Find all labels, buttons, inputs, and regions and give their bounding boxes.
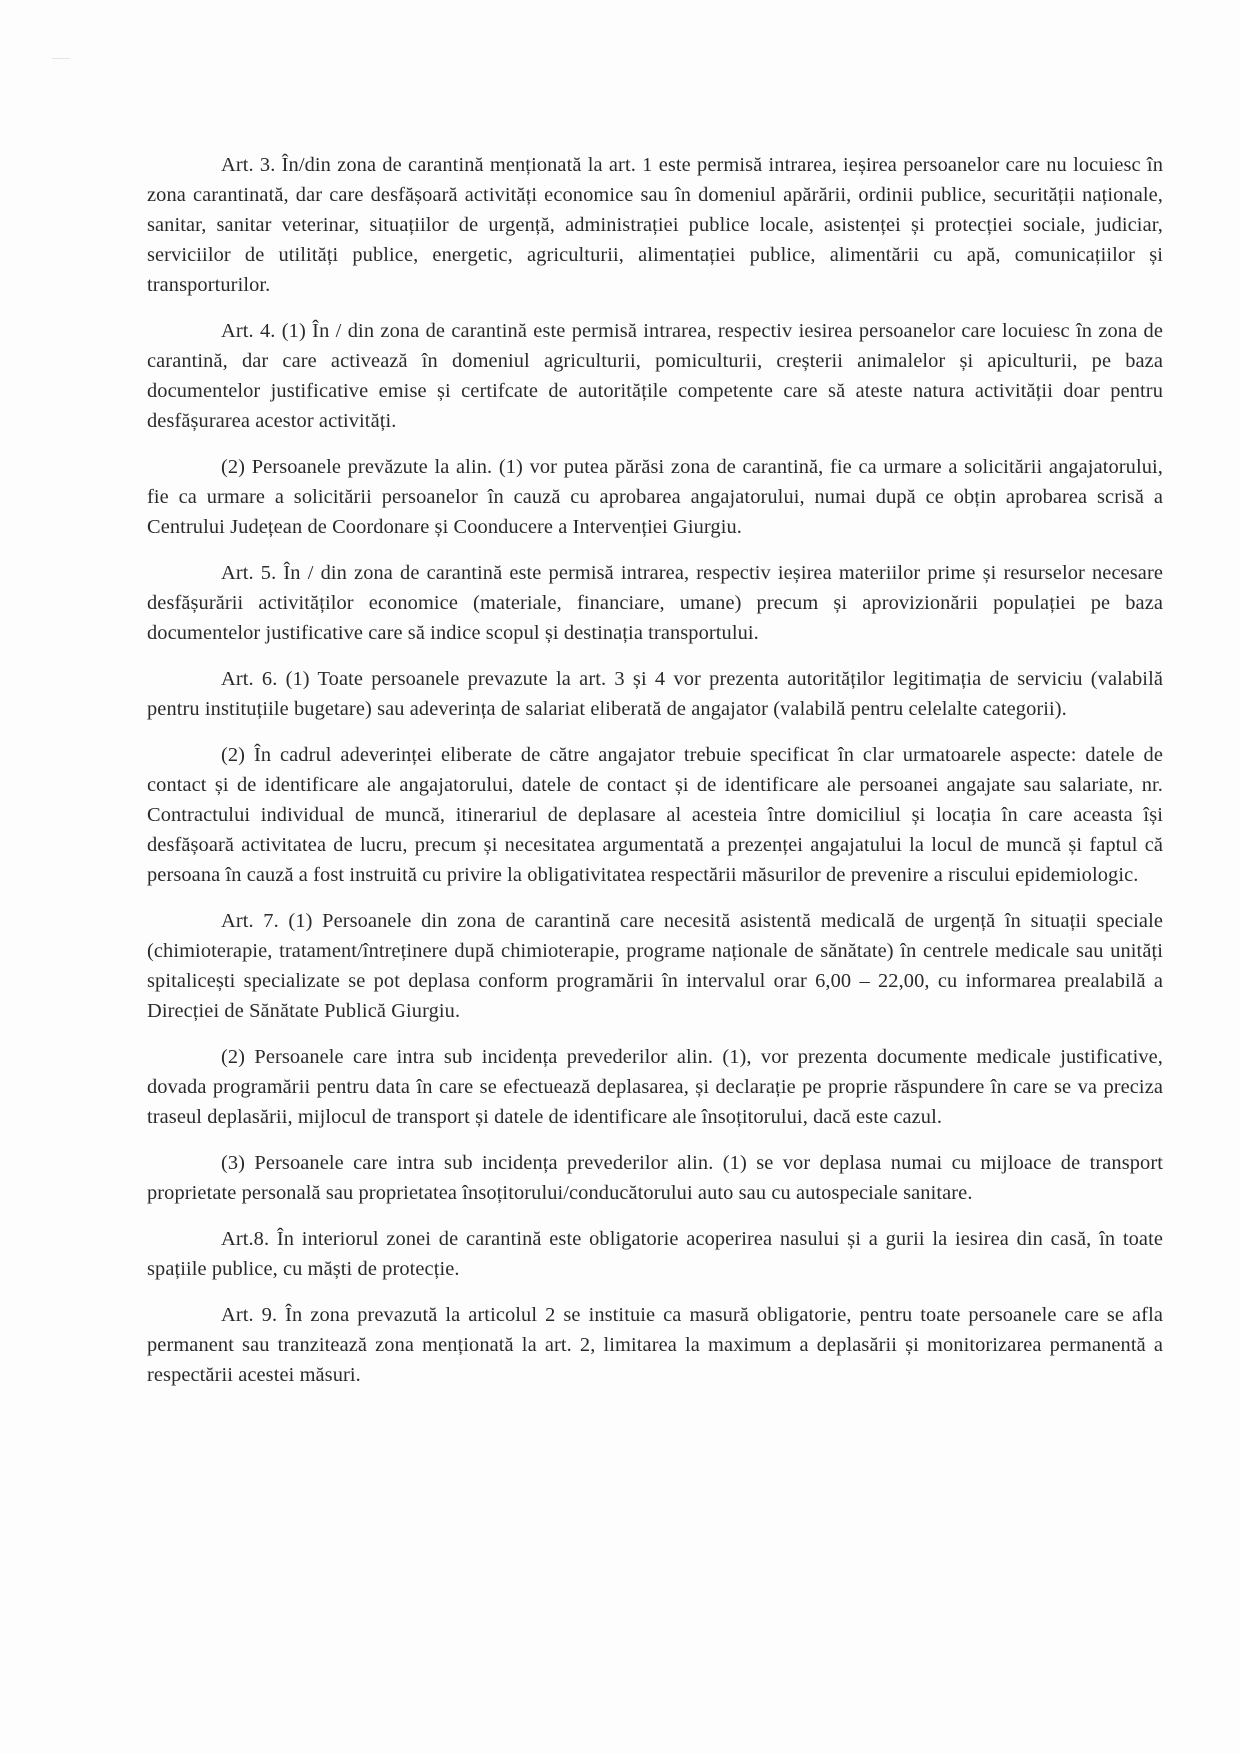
paragraph-art-7-2: (2) Persoanele care intra sub incidența prevederilor alin. (1), vor prezenta documente medicale justificative, dovada programării pentru data în care se efectuează deplasarea, și declarație pe proprie răspundere în care se va preciza traseul deplasării, mijlocul de transport și datele de identificare ale însoțitorului, dacă este cazul. <box>147 1046 1163 1128</box>
paragraph-art-4-2: (2) Persoanele prevăzute la alin. (1) vor putea părăsi zona de carantină, fie ca urmare a solicitării angajatorului, fie ca urmare a solicitării persoanelor în cauză cu aprobarea angajatorului, numai după ce obțin aprobarea scrisă a Centrului Județean de Coordonare și Coonducere a Intervenției Giurgiu. <box>147 456 1163 538</box>
document-body <box>147 150 1163 1406</box>
paragraph-art-8: Art.8. În interiorul zonei de carantină este obligatorie acoperirea nasului și a gurii la iesirea din casă, în toate spațiile publice, cu măști de protecție. <box>147 1228 1163 1280</box>
scan-artifact <box>52 58 70 59</box>
paragraph-art-9: Art. 9. În zona prevazută la articolul 2 se instituie ca masură obligatorie, pentru toate persoanele care se afla permanent sau tranzitează zona menționată la art. 2, limitarea la maximum a deplasării și monitorizarea permanentă a respectării acestei măsuri. <box>147 1304 1163 1386</box>
paragraph-art-7-3: (3) Persoanele care intra sub incidența prevederilor alin. (1) se vor deplasa numai cu mijloace de transport proprietate personală sau proprietatea însoțitorului/conducătorului auto sau cu autospeciale sanitare. <box>147 1152 1163 1204</box>
paragraph-art-7-1: Art. 7. (1) Persoanele din zona de carantină care necesită asistentă medicală de urgență în situații speciale (chimioterapie, tratament/întreținere după chimioterapie, programe naționale de sănătate) în centrele medicale sau unități spitalicești specializate se pot deplasa conform programării în intervalul orar 6,00 – 22,00, cu informarea prealabilă a Direcției de Sănătate Publică Giurgiu. <box>147 910 1163 1022</box>
paragraph-art-4-1: Art. 4. (1) În / din zona de carantină este permisă intrarea, respectiv iesirea persoanelor care locuiesc în zona de carantină, dar care activează în domeniul agriculturii, pomiculturii, creșterii animalelor și apiculturii, pe baza documentelor justificative emise și certifcate de autoritățile competente care să ateste natura activității doar pentru desfășurarea acestor activități. <box>147 320 1163 432</box>
paragraph-art-3: Art. 3. În/din zona de carantină menționată la art. 1 este permisă intrarea, ieșirea persoanelor care nu locuiesc în zona carantinată, dar care desfășoară activități economice sau în domeniul apărării, ordinii publice, securității naționale, sanitar, sanitar veterinar, situațiilor de urgență, administrației publice locale, asistenței și protecției sociale, judiciar, serviciilor de utilități publice, energetic, agriculturii, alimentației publice, alimentării cu apă, comunicațiilor și transporturilor. <box>147 154 1163 296</box>
paragraph-art-5: Art. 5. În / din zona de carantină este permisă intrarea, respectiv ieșirea materiilor prime și resurselor necesare desfășurării activităților economice (materiale, financiare, umane) precum și aprovizionării populației pe baza documentelor justificative care să indice scopul și destinația transportului. <box>147 562 1163 644</box>
paragraph-art-6-2: (2) În cadrul adeverinței eliberate de către angajator trebuie specificat în clar urmatoarele aspecte: datele de contact și de identificare ale angajatorului, datele de contact și de identificare ale persoanei angajate sau salariate, nr. Contractului individual de muncă, itinerariul de deplasare al acesteia între domiciliul și locația în care aceasta își desfășoară activitatea de lucru, precum și necesitatea argumentată a prezenței angajatului la locul de muncă și faptul că persoana în cauză a fost instruită cu privire la obligativitatea respectării măsurilor de prevenire a riscului epidemiologic. <box>147 744 1163 886</box>
paragraph-art-6-1: Art. 6. (1) Toate persoanele prevazute la art. 3 și 4 vor prezenta autorităților legitimația de serviciu (valabilă pentru instituțiile bugetare) sau adeverința de salariat eliberată de angajator (valabilă pentru celelalte categorii). <box>147 668 1163 720</box>
